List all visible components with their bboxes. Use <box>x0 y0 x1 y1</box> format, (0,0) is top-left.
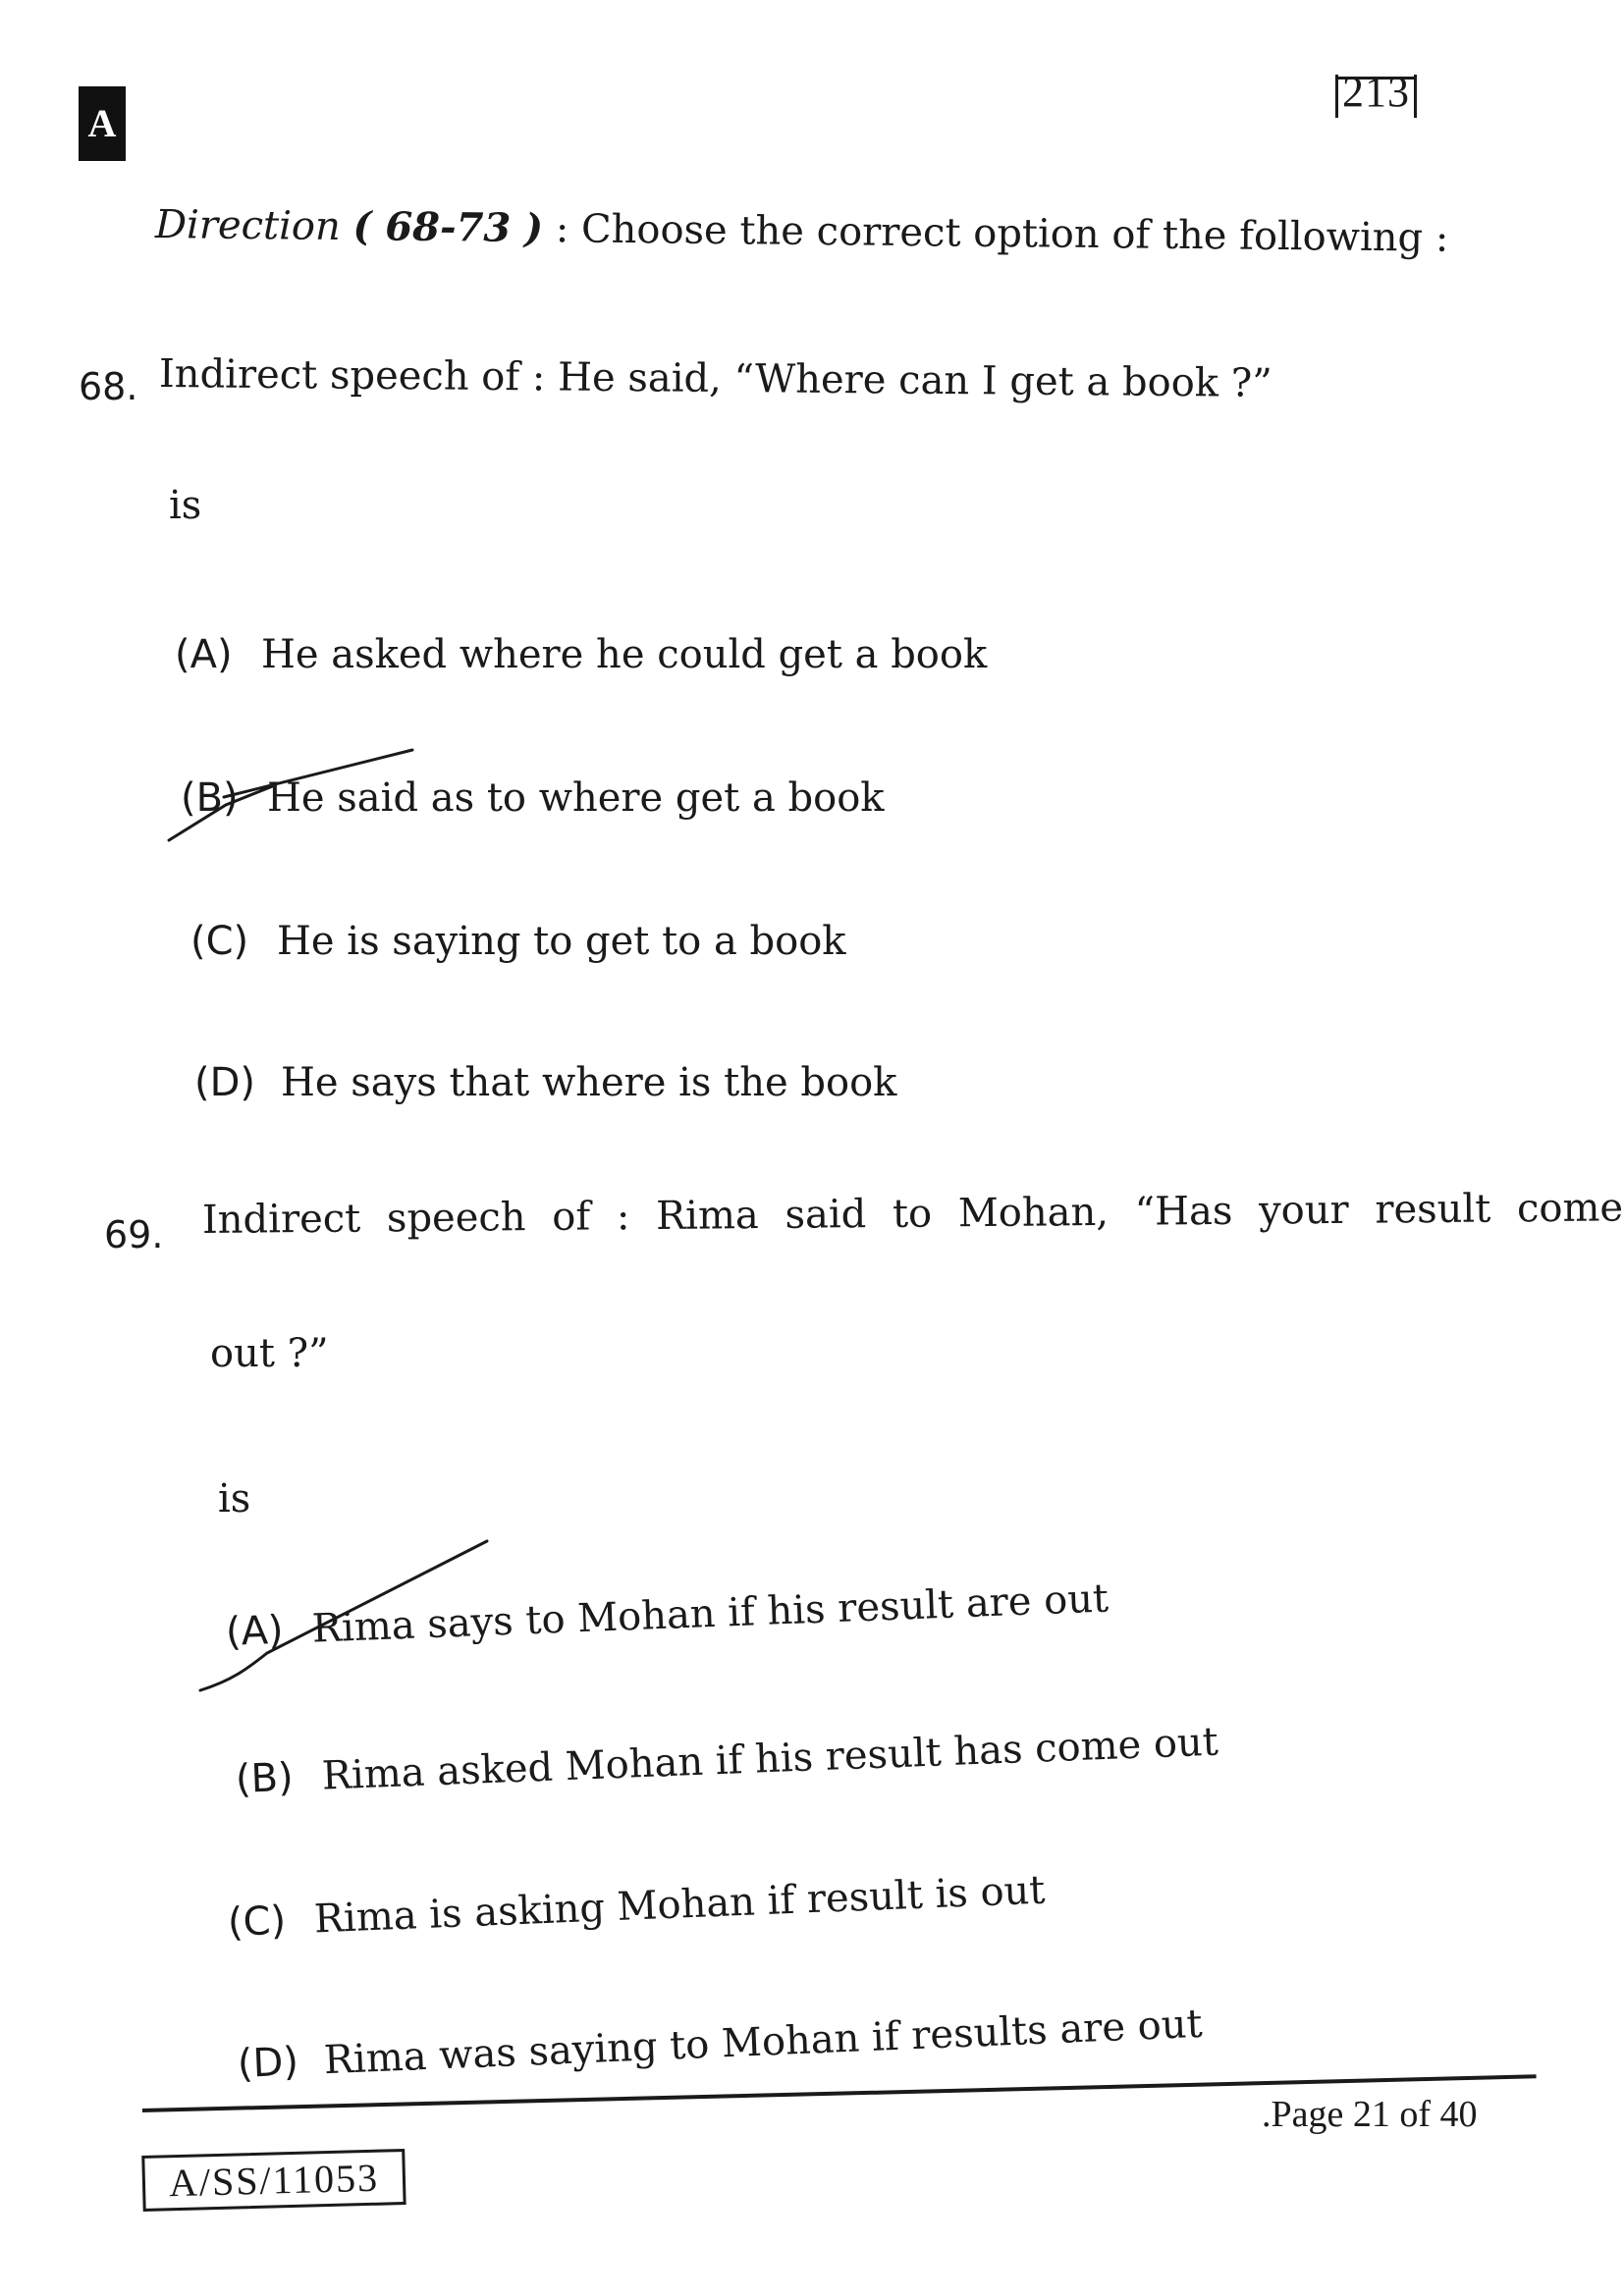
option-label: (B) <box>235 1754 295 1802</box>
question-69-is: is <box>218 1476 251 1522</box>
option-label: (C) <box>190 919 249 964</box>
paper-code-box: A/SS/11053 <box>141 2149 406 2212</box>
direction-label: Direction <box>154 202 342 249</box>
set-badge: A <box>79 86 126 161</box>
option-label: (A) <box>175 632 233 677</box>
question-68-stem: Indirect speech of : He said, “Where can I get a book ?” <box>158 351 1272 406</box>
page-number: .Page 21 of 40 <box>1262 2094 1478 2135</box>
question-68-is: is <box>169 483 202 528</box>
direction-text: : Choose the correct option of the following : <box>555 206 1449 261</box>
paper-code-text: 213 <box>1342 68 1410 116</box>
option-label: (C) <box>227 1897 288 1946</box>
pen-mark-69a <box>200 1541 487 1690</box>
pen-mark-68b <box>169 750 412 840</box>
question-69-stem-continued: out ?” <box>210 1331 329 1376</box>
option-label: (D) <box>194 1060 256 1105</box>
option-text: Rima was saying to Mohan if results are out <box>322 2001 1204 2084</box>
option-text: He said as to where get a book <box>267 775 885 821</box>
question-68-number: 68. <box>79 365 138 408</box>
option-label: (D) <box>237 2039 299 2087</box>
option-text: Rima is asking Mohan if result is out <box>313 1867 1047 1943</box>
option-text: Rima asked Mohan if his result has come out <box>321 1719 1219 1799</box>
question-69-number: 69. <box>104 1213 164 1256</box>
option-text: He is saying to get to a book <box>277 919 846 964</box>
option-label: (B) <box>181 775 239 821</box>
option-text: He says that where is the book <box>281 1060 897 1105</box>
option-text: Rima says to Mohan if his result are out <box>311 1575 1110 1652</box>
question-69-stem: Indirect speech of : Rima said to Mohan, “Has your result come <box>201 1185 1624 1243</box>
option-label: (A) <box>225 1607 285 1655</box>
option-text: He asked where he could get a book <box>261 632 988 677</box>
direction-range: ( 68-73 ) <box>352 203 544 252</box>
